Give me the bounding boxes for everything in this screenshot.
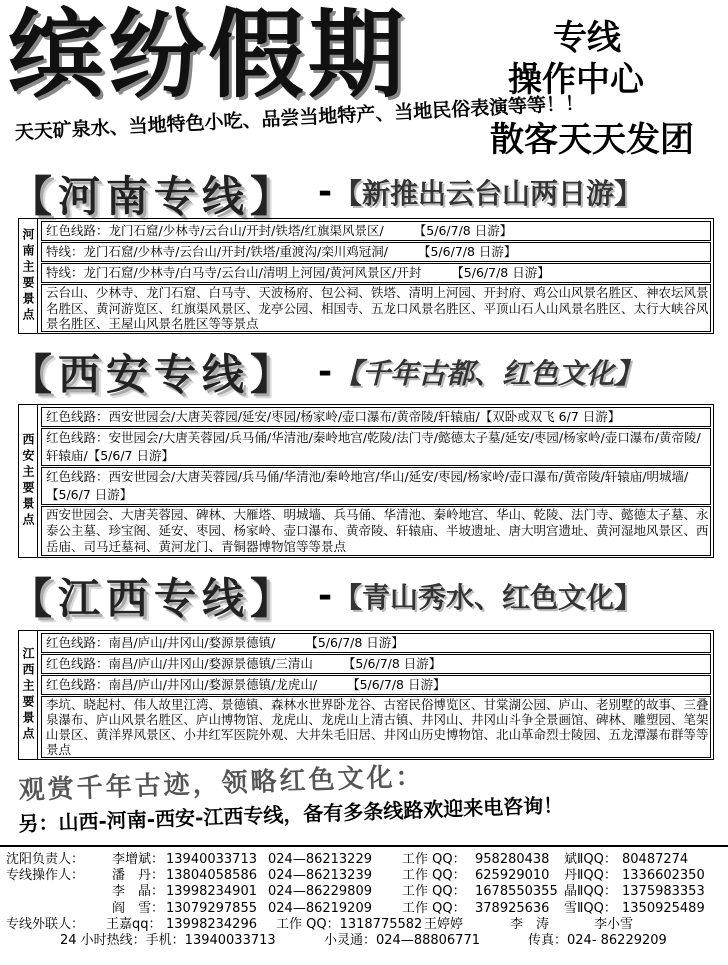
jiangxi-route-1: 红色线路：南昌/庐山/井冈山/婺源景德镇/ 【5/6/7/8 日游】 (41, 633, 711, 653)
henan-spots: 云台山、少林寺、龙门石窟、白马寺、天波杨府、包公祠、铁塔、清明上河园、开封府、鸡公山风景名胜区、神农坛风景名胜区、黄河游览区、红旗渠风景区、龙亭公园、相国寺、五龙口风景名胜区、平顶山石人山风景名胜区、太行大峡谷风景名胜区、王屋山风景名胜区等等景点 (41, 284, 711, 332)
contact-row: 沈阳负责人： 李增斌： 13940033713 024—86213229 工作 QQ： 958280438 斌ⅡQQ： 80487274 (6, 852, 689, 867)
contact-row: 李 晶： 13998234901 024—86229809 工作 QQ： 1678550355 晶ⅡQQ： 1375983353 (112, 884, 705, 900)
jiangxi-dash: - (318, 576, 333, 616)
xian-route-2: 红色线路：安世园会/大唐芙蓉园/兵马俑/华清池/秦岭地宫/乾陵/法门寺/懿德太子墓/延安/枣园/杨家岭/壶口瀑布/黄帝陵/轩辕庙/【5/6/7 日游】 (41, 428, 711, 466)
contact-row: 专线操作人： 潘 丹： 13804058586 024—86213239 工作 QQ： 625929010 丹ⅡQQ： 1336602350 (6, 868, 705, 884)
jiangxi-spots: 李坑、晓起村、伟人故里江湾、景德镇、森林水世界卧龙谷、古窑民俗博览区、甘棠湖公园、庐山、老别墅的故事、三叠泉瀑布、庐山风景名胜区、庐山博物馆、龙虎山、龙虎山上清古镇、井冈山、井冈山斗争全景画馆、碑林、雕塑园、笔架山景区、黄洋界风景区、小井红军医院外观、大井朱毛旧居、井冈山历史博物馆、北山革命烈士陵园、五龙潭瀑布群等等景点 (41, 696, 711, 758)
jiangxi-route-3: 红色线路：南昌/庐山/井冈山/婺源景德镇/龙虎山/ 【5/6/7/8 日游】 (41, 675, 711, 695)
xian-title: 【西安专线】 (10, 350, 299, 399)
contact-row: 阎 雪： 13079297855 024—86219209 工作 QQ： 378925636 雪ⅡQQ： 1350925489 (112, 900, 705, 916)
jiangxi-table (18, 630, 714, 760)
jiangxi-title: 【江西专线】 (10, 574, 299, 623)
divider (0, 845, 728, 847)
xian-subtitle: 【千年古都、红色文化】 (334, 357, 643, 390)
xian-label: 西安主要景点 (19, 405, 38, 557)
henan-route-2: 特线：龙门石窟/少林寺/云台山/开封/铁塔/重渡沟/栾川鸡冠洞/ 【5/6/7/8 日游】 (41, 242, 711, 262)
xian-table (18, 404, 714, 558)
henan-dash: - (318, 172, 333, 212)
xian-spots: 西安世园会、大唐芙蓉园、碑林、大雁塔、明城墙、兵马俑、华清池、秦岭地宫、华山、乾陵、法门寺、懿德太子墓、永泰公主墓、珍宝阁、延安、枣园、杨家岭、壶口瀑布、黄帝陵、轩辕庙、半坡遗址、唐大明宫遗址、黄河湿地风景区、西岳庙、司马迁墓祠、黄河龙门、青铜器博物馆等等景点 (41, 506, 711, 556)
jiangxi-subtitle: 【青山秀水、红色文化】 (334, 581, 643, 614)
jiangxi-label: 江西主要景点 (19, 631, 38, 759)
contact-row-hotline: 24 小时热线：手机：13940033713 小灵通：024—88806771 传真：024- 86229209 (60, 932, 667, 948)
main-title: 缤纷假期 (8, 0, 408, 111)
henan-route-3: 特线：龙门石窟/少林寺/白马寺/云台山/清明上河园/黄河风景区/开封 【5/6/7/8 日游】 (41, 263, 711, 283)
henan-title: 【河南专线】 (10, 172, 299, 221)
contact-row: 专线外联人： 王嘉qq： 13998234296 工作 QQ：1318775582 王婷婷 李 涛 李小雪 (6, 916, 634, 932)
side-title-line2: 操作中心 (508, 60, 644, 100)
footer-routes: 另：山西-河南-西安-江西专线，备有多条线路欢迎来电咨询！ (18, 792, 564, 836)
henan-subtitle: 【新推出云台山两日游】 (334, 177, 643, 210)
side-title-line1: 专线 (553, 18, 621, 58)
slogan: 天天矿泉水、当地特色小吃、品尝当地特产、当地民俗表演等等！！ (14, 92, 585, 144)
xian-route-1: 红色线路：西安世园会/大唐芙蓉园/延安/枣园/杨家岭/壶口瀑布/黄帝陵/轩辕庙/【双卧或双飞 6/7 日游】 (41, 407, 711, 427)
xian-route-3: 红色线路：西安世园会/大唐芙蓉园/兵马俑/华清池/秦岭地宫/华山/延安/枣园/杨家岭/壶口瀑布/黄帝陵/轩辕庙/明城墙/【5/6/7 日游】 (41, 467, 711, 505)
contact-block (0, 852, 728, 949)
henan-table (18, 218, 714, 334)
jiangxi-route-2: 红色线路：南昌/庐山/井冈山/婺源景德镇/三清山 【5/6/7/8 日游】 (41, 654, 711, 674)
henan-label: 河南主要景点 (19, 219, 38, 333)
footer-motto: 观赏千年古迹，领略红色文化： (18, 761, 426, 806)
henan-route-1: 红色线路：龙门石窟/少林寺/云台山/开封/铁塔/红旗渠风景区/ 【5/6/7/8 日游】 (41, 221, 711, 241)
daily-departure: 散客天天发团 (490, 120, 694, 160)
xian-dash: - (318, 352, 333, 392)
